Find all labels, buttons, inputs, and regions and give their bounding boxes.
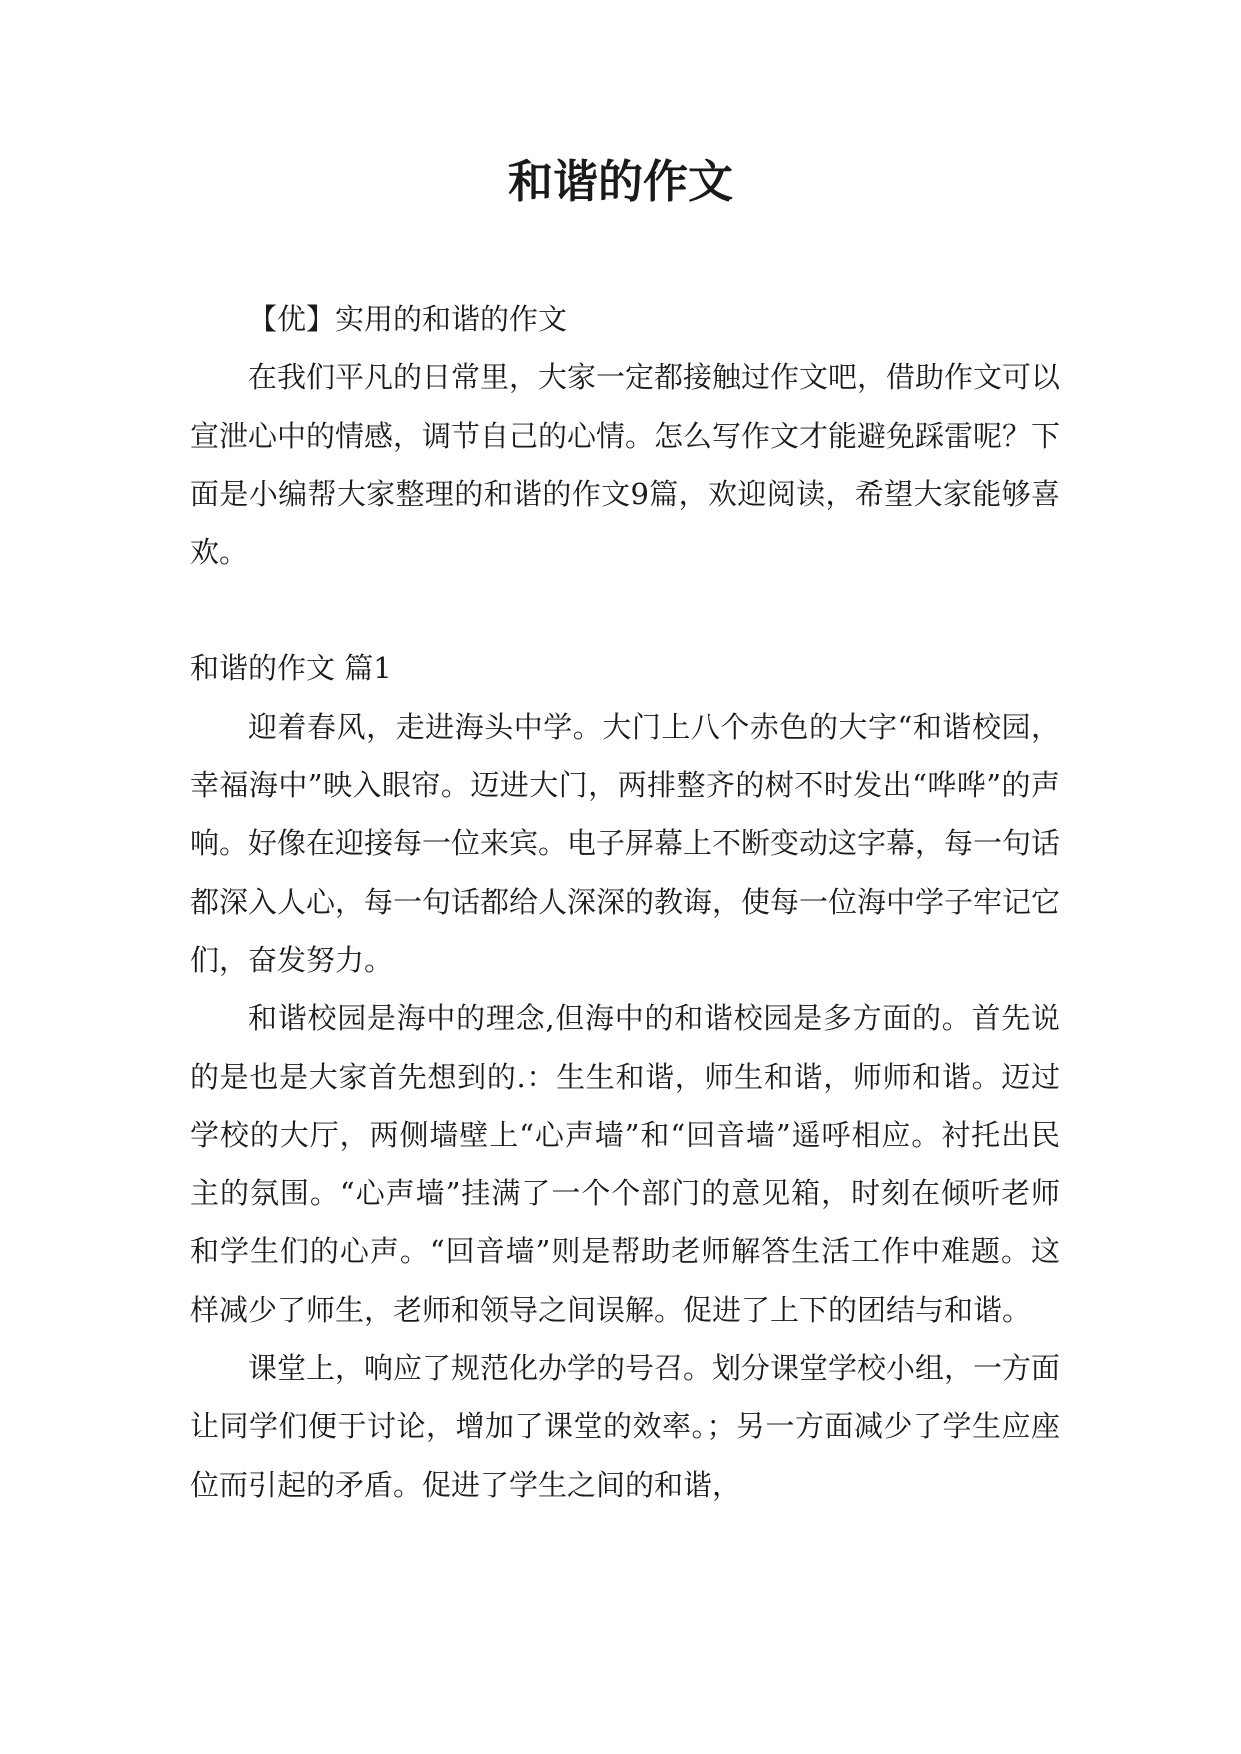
intro-paragraph: 在我们平凡的日常里，大家一定都接触过作文吧，借助作文可以宣泄心中的情感，调节自己的心情。怎么写作文才能避免踩雷呢？下面是小编帮大家整理的和谐的作文9篇，欢迎阅读，希望大家能够喜欢。 (190, 360, 1061, 570)
section-heading: 和谐的作文 篇1 (190, 651, 392, 686)
body-paragraph: 和谐校园是海中的理念,但海中的和谐校园是多方面的。首先说的是也是大家首先想到的.：生生和谐，师生和谐，师师和谐。迈过学校的大厅，两侧墙壁上“心声墙”和“回音墙”遥呼相应。衬托出民主的氛围。“心声墙”挂满了一个个部门的意见箱，时刻在倾听老师和学生们的心声。“回音墙”则是帮助老师解答生活工作中难题。这样减少了师生，老师和领导之间误解。促进了上下的团结与和谐。 (190, 1001, 1060, 1327)
document-title: 和谐的作文 (507, 155, 733, 208)
body-paragraph: 课堂上，响应了规范化办学的号召。划分课堂学校小组，一方面让同学们便于讨论，增加了课堂的效率。；另一方面减少了学生应座位而引起的矛盾。促进了学生之间的和谐， (190, 1351, 1061, 1502)
section-spacer (190, 581, 1060, 639)
document-body (190, 290, 1060, 1514)
intro-heading: 【优】实用的和谐的作文 (248, 302, 568, 336)
body-paragraph: 迎着春风，走进海头中学。大门上八个赤色的大字“和谐校园，幸福海中”映入眼帘。迈进大门，两排整齐的树不时发出“哗哗”的声响。好像在迎接每一位来宾。电子屏幕上不断变动这字幕，每一句话都深入人心，每一句话都给人深深的教诲，使每一位海中学子牢记它们，奋发努力。 (190, 709, 1061, 977)
